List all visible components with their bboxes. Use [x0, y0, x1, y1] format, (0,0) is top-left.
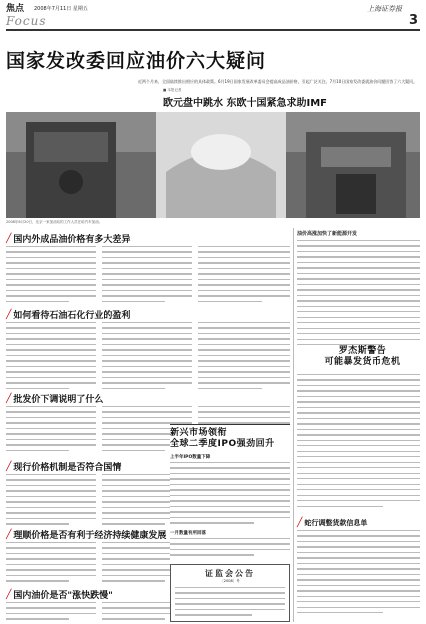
main-headline: 国家发改委回应油价六大疑问 — [6, 50, 267, 72]
headline-intro: 近两个月来，全国陆续推出相应的具体政策。6月19日国家发展改革委员会提高成品油价格，引起广泛关注。7月10日国家发改委就油价问题回答了六大疑问。 — [138, 79, 418, 84]
notice-number: 〔2008〕号 — [220, 579, 240, 583]
section-title: 理顺价格是否有利于经济持续健康发展 — [13, 531, 167, 541]
section-title: 国内油价是否"涨快跌慢" — [13, 591, 113, 601]
section-heading — [6, 588, 113, 601]
section-heading — [6, 308, 130, 321]
news-photo — [6, 112, 420, 218]
section-title: 国内外成品油价格有多大差异 — [13, 235, 131, 245]
text-block — [102, 246, 192, 306]
section-title: 如何看待石油石化行业的盈利 — [13, 311, 131, 321]
section-title: 蛇行调整货款信息单 — [304, 519, 368, 527]
marker-icon: ╱ — [6, 393, 12, 404]
gas-station-photo — [6, 112, 420, 218]
subheading: 一月数量有所回落 — [170, 531, 206, 536]
text-block — [6, 602, 96, 624]
ipo-top-rule — [170, 424, 290, 425]
euro-headline: 欧元盘中跳水 东欧十国紧急求助IMF — [163, 98, 327, 109]
issue-date: 2008年7月11日 星期五 — [34, 6, 88, 12]
marker-icon: ╱ — [6, 309, 12, 320]
text-block — [297, 530, 420, 618]
marker-icon: ╱ — [6, 461, 12, 472]
section-heading — [297, 518, 367, 528]
headline-block — [6, 46, 420, 74]
marker-icon: ╱ — [6, 233, 12, 244]
section-heading — [6, 528, 166, 541]
marker-icon: ╱ — [297, 518, 303, 528]
page-number: 3 — [408, 13, 418, 28]
euro-article — [163, 88, 420, 110]
section-heading — [6, 232, 130, 245]
section-title: 现行价格机制是否符合国情 — [13, 463, 122, 473]
column-divider — [293, 228, 294, 622]
ipo-article — [170, 424, 290, 622]
notice-box — [170, 564, 290, 622]
marker-icon: ╱ — [6, 529, 12, 540]
section-name: 焦点 — [6, 4, 25, 14]
marker-icon: ╱ — [6, 589, 12, 600]
text-block — [6, 246, 96, 306]
section-heading — [6, 392, 103, 405]
text-block — [198, 322, 290, 393]
text-block — [170, 538, 290, 560]
page-header — [6, 4, 420, 14]
text-block — [6, 406, 96, 455]
notice-title: 证监会公告 — [205, 569, 255, 578]
ipo-headline: 新兴市场领衔 全球二季度IPO强劲回升 — [170, 428, 275, 449]
text-block — [175, 587, 285, 620]
text-block — [297, 374, 420, 511]
text-block — [6, 322, 96, 393]
byline: ■ 本报记者 — [163, 88, 182, 92]
text-block — [6, 474, 96, 529]
newspaper-name: 上海证券报 — [367, 5, 402, 13]
photo-caption: 2008年6月20日，北京一家加油站的工作人员在给汽车加油。 — [6, 220, 103, 224]
section-heading — [6, 460, 121, 473]
section-title: 批发价下调说明了什么 — [13, 395, 104, 405]
text-block — [297, 240, 420, 350]
text-block — [198, 246, 290, 306]
header-rule — [6, 29, 420, 31]
subheading: 上半年IPO数量下降 — [170, 455, 211, 460]
text-block — [170, 462, 290, 528]
section-en: Focus — [6, 14, 47, 28]
right-column — [297, 228, 420, 622]
rogers-headline: 罗杰斯警告 可能暴发货币危机 — [324, 346, 401, 367]
text-block — [6, 542, 96, 586]
text-block — [102, 322, 192, 393]
subheading: 油价高涨加快了新能源开发 — [297, 231, 358, 237]
